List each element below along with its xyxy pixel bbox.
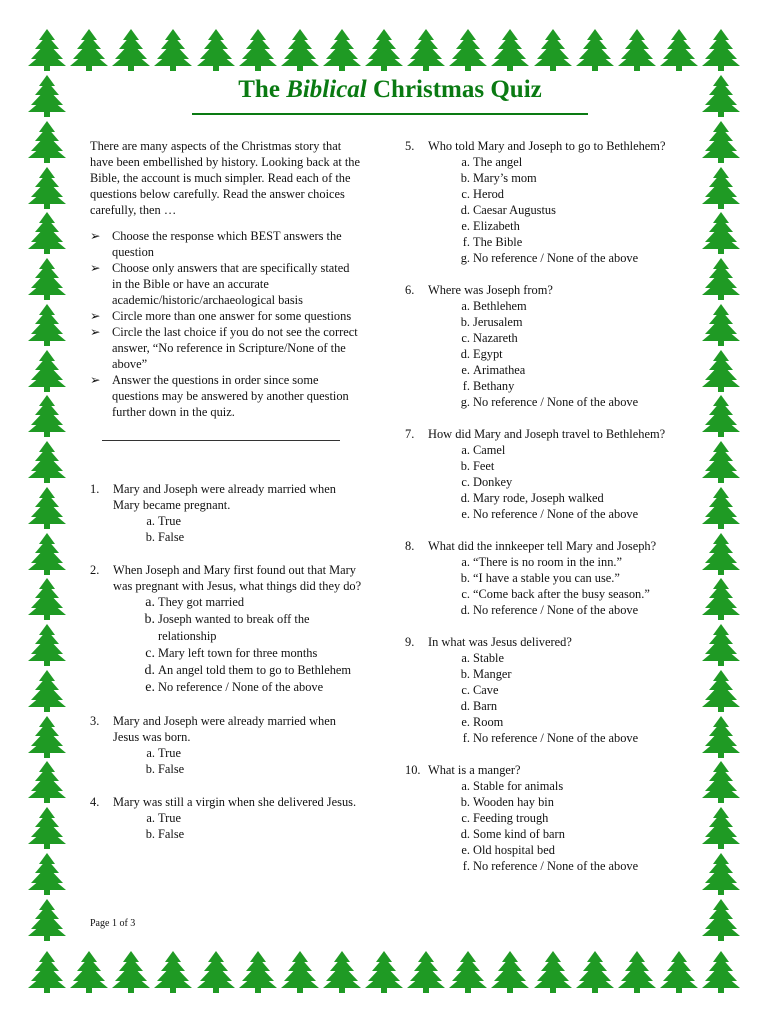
option-text: Jerusalem [473,315,523,329]
title-underline [192,113,588,115]
christmas-tree-icon [700,303,742,347]
option-text: Manger [473,667,512,681]
answer-option[interactable] [428,842,680,858]
option-text: Stable for animals [473,779,564,793]
christmas-tree-icon [700,257,742,301]
option-text: No reference / None of the above [473,251,639,265]
christmas-tree-icon [363,950,405,994]
option-letter: f. [462,859,470,873]
christmas-tree-icon [26,349,68,393]
option-letter: a. [145,595,155,610]
option-text: Feet [473,459,495,473]
option-text: True [158,746,181,760]
question-number: 4. [90,795,100,809]
option-letter: a. [146,746,155,760]
answer-option[interactable] [428,650,680,666]
instruction-item [90,372,362,420]
christmas-tree-icon [26,303,68,347]
option-letter: d. [460,347,470,361]
christmas-tree-icon [26,166,68,210]
answer-option[interactable] [428,394,680,410]
answer-option[interactable] [113,761,362,777]
christmas-tree-icon [405,950,447,994]
christmas-tree-icon [700,486,742,530]
option-letter: c. [461,187,470,201]
option-text: False [158,827,185,841]
christmas-tree-icon [68,950,110,994]
instruction-item [90,324,362,372]
christmas-tree-icon [700,28,742,72]
answer-option[interactable] [428,154,680,170]
option-text: Camel [473,443,506,457]
answer-option[interactable] [428,442,680,458]
question-8 [405,538,680,618]
christmas-tree-icon [574,28,616,72]
question-number: 1. [90,482,100,496]
christmas-tree-icon [26,852,68,896]
option-text: The angel [473,155,523,169]
option-letter: d. [460,203,470,217]
christmas-tree-icon [658,28,700,72]
question-text: Who told Mary and Joseph to go to Bethlehem? [428,139,666,153]
christmas-tree-icon [68,28,110,72]
question-5 [405,138,680,266]
answer-option[interactable] [428,858,680,874]
christmas-tree-icon [26,898,68,942]
option-text: No reference / None of the above [473,395,639,409]
christmas-tree-icon [574,950,616,994]
christmas-tree-icon [26,257,68,301]
answer-option[interactable] [428,506,680,522]
option-letter: e. [461,363,470,377]
option-text: “There is no room in the inn.” [473,555,622,569]
christmas-tree-icon [700,120,742,164]
answer-option[interactable] [428,730,680,746]
option-text: False [158,530,185,544]
option-text: Old hospital bed [473,843,555,857]
christmas-tree-icon [700,715,742,759]
christmas-tree-icon [195,28,237,72]
answer-option[interactable] [113,745,362,761]
christmas-tree-icon [26,577,68,621]
answer-option[interactable] [113,645,362,662]
question-text: In what was Jesus delivered? [428,635,572,649]
option-text: No reference / None of the above [158,680,324,694]
christmas-tree-icon [26,950,68,994]
option-letter: c. [461,331,470,345]
christmas-tree-icon [489,28,531,72]
instruction-list [90,228,362,420]
question-number: 2. [90,563,100,577]
option-text: Cave [473,683,499,697]
instruction-item [90,228,362,260]
border-bottom [26,950,742,994]
answer-option[interactable] [428,170,680,186]
christmas-tree-icon [700,211,742,255]
question-text: Where was Joseph from? [428,283,553,297]
answer-option[interactable] [428,330,680,346]
option-text: Joseph wanted to break off the relationship [158,612,310,643]
instruction-text: Answer the questions in order since some questions may be answered by another question further down in the quiz. [112,373,349,419]
option-text: No reference / None of the above [473,603,639,617]
question-10 [405,762,680,874]
answer-option[interactable] [428,682,680,698]
answer-option[interactable] [428,794,680,810]
answer-option[interactable] [113,594,362,611]
title-suffix: Christmas Quiz [366,76,542,103]
option-text: Nazareth [473,331,518,345]
christmas-tree-icon [279,950,321,994]
question-number: 8. [405,539,415,553]
christmas-tree-icon [700,669,742,713]
answer-option[interactable] [113,662,362,679]
option-letter: g. [460,395,470,409]
christmas-tree-icon [405,28,447,72]
answer-option[interactable] [428,234,680,250]
answer-option[interactable] [113,679,362,696]
option-letter: b. [460,171,470,185]
christmas-tree-icon [26,760,68,804]
christmas-tree-icon [26,715,68,759]
option-text: Barn [473,699,498,713]
answer-option[interactable] [428,714,680,730]
christmas-tree-icon [700,440,742,484]
christmas-tree-icon [700,394,742,438]
answer-option[interactable] [428,554,680,570]
christmas-tree-icon [700,852,742,896]
option-text: True [158,811,181,825]
christmas-tree-icon [152,950,194,994]
instruction-text: Circle the last choice if you do not see the correct answer, “No reference in Scripture/None of the above” [112,325,358,371]
christmas-tree-icon [26,532,68,576]
answer-option[interactable] [428,202,680,218]
option-letter: a. [146,514,155,528]
question-text: Mary was still a virgin when she delivered Jesus. [113,795,357,809]
christmas-tree-icon [447,950,489,994]
option-letter: e. [145,680,155,695]
christmas-tree-icon [26,623,68,667]
border-right [700,74,742,942]
option-text: Donkey [473,475,513,489]
option-letter: b. [460,667,470,681]
option-text: No reference / None of the above [473,507,639,521]
option-text: False [158,762,185,776]
option-letter: a. [461,555,470,569]
christmas-tree-icon [700,898,742,942]
option-letter: b. [460,315,470,329]
option-letter: b. [144,612,155,627]
christmas-tree-icon [26,211,68,255]
christmas-tree-icon [26,440,68,484]
option-text: Wooden hay bin [473,795,554,809]
option-letter: d. [460,603,470,617]
question-text: How did Mary and Joseph travel to Bethlehem? [428,427,666,441]
christmas-tree-icon [110,28,152,72]
instruction-item [90,260,362,308]
title-prefix: The [238,76,287,103]
christmas-tree-icon [26,74,68,118]
option-text: They got married [158,595,245,609]
intro-paragraph: There are many aspects of the Christmas story that have been embellished by history. Looking back at the Bible, the account is much simpler. Read each of the questions below carefully. Read the answer choices carefully, then … [90,139,360,217]
answer-option[interactable] [428,298,680,314]
option-letter: e. [461,715,470,729]
option-text: Room [473,715,504,729]
question-number: 7. [405,427,415,441]
instruction-text: Choose only answers that are specifically stated in the Bible or have an accurate academic/historic/archaeological basis [112,261,350,307]
option-text: Mary left town for three months [158,646,318,660]
option-letter: d. [460,827,470,841]
option-letter: a. [461,651,470,665]
christmas-tree-icon [700,950,742,994]
option-text: Arimathea [473,363,526,377]
option-letter: d. [460,491,470,505]
page-footer: Page 1 of 3 [90,918,136,929]
christmas-tree-icon [700,577,742,621]
christmas-tree-icon [700,74,742,118]
instruction-text: Circle more than one answer for some questions [112,309,352,323]
option-letter: a. [461,443,470,457]
answer-option[interactable] [428,346,680,362]
option-letter: b. [145,827,155,841]
christmas-tree-icon [26,120,68,164]
christmas-tree-icon [532,28,574,72]
option-letter: a. [461,155,470,169]
question-6 [405,282,680,410]
option-letter: a. [146,811,155,825]
option-letter: b. [460,795,470,809]
question-text: Mary and Joseph were already married when Mary became pregnant. [113,482,336,512]
christmas-tree-icon [616,28,658,72]
option-text: Bethany [473,379,515,393]
option-letter: b. [145,530,155,544]
option-text: An angel told them to go to Bethlehem [158,663,352,677]
answer-option[interactable] [428,586,680,602]
christmas-tree-icon [700,806,742,850]
christmas-tree-icon [658,950,700,994]
option-letter: f. [462,379,470,393]
option-letter: b. [460,571,470,585]
christmas-tree-icon [237,28,279,72]
christmas-tree-icon [700,166,742,210]
page-title [192,76,588,104]
christmas-tree-icon [700,532,742,576]
christmas-tree-icon [26,669,68,713]
option-text: Mary rode, Joseph walked [473,491,604,505]
border-left [26,74,68,942]
question-7 [405,426,680,522]
christmas-tree-icon [237,950,279,994]
instruction-item [90,308,362,324]
question-text: When Joseph and Mary first found out that Mary was pregnant with Jesus, what things did they do? [113,563,362,593]
option-text: “I have a stable you can use.” [473,571,620,585]
question-text: What is a manger? [428,763,521,777]
option-letter: c. [461,587,470,601]
option-text: Some kind of barn [473,827,565,841]
questions-left [90,481,362,842]
answer-option[interactable] [428,698,680,714]
option-letter: e. [461,219,470,233]
option-letter: b. [460,459,470,473]
answer-option[interactable] [428,314,680,330]
option-text: Bethlehem [473,299,527,313]
answer-option[interactable] [428,826,680,842]
left-column [90,138,362,842]
christmas-tree-icon [26,486,68,530]
answer-option[interactable] [428,218,680,234]
option-text: Stable [473,651,504,665]
arrow-bullet-icon: ➢ [90,309,101,323]
question-number: 3. [90,714,100,728]
christmas-tree-icon [26,806,68,850]
answer-option[interactable] [113,810,362,826]
option-text: Egypt [473,347,503,361]
border-top [26,28,742,72]
answer-option[interactable] [428,378,680,394]
right-column [405,138,680,874]
christmas-tree-icon [447,28,489,72]
christmas-tree-icon [321,28,363,72]
option-letter: f. [462,731,470,745]
christmas-tree-icon [700,760,742,804]
arrow-bullet-icon: ➢ [90,229,101,243]
option-letter: e. [461,507,470,521]
answer-option[interactable] [428,362,680,378]
christmas-tree-icon [363,28,405,72]
answer-option[interactable] [428,570,680,586]
answer-option[interactable] [428,602,680,618]
christmas-tree-icon [152,28,194,72]
option-letter: e. [461,843,470,857]
christmas-tree-icon [700,349,742,393]
christmas-tree-icon [26,28,68,72]
option-text: Feeding trough [473,811,549,825]
question-3 [90,713,362,777]
option-text: “Come back after the busy season.” [473,587,650,601]
question-number: 9. [405,635,415,649]
answer-option[interactable] [113,513,362,529]
option-letter: c. [145,646,155,661]
question-4 [90,794,362,842]
option-text: True [158,514,181,528]
option-text: Herod [473,187,504,201]
answer-option[interactable] [113,611,362,645]
christmas-tree-icon [532,950,574,994]
christmas-tree-icon [110,950,152,994]
option-letter: a. [461,299,470,313]
option-text: Mary’s mom [473,171,537,185]
option-letter: f. [462,235,470,249]
answer-option[interactable] [113,826,362,842]
option-letter: d. [144,663,155,678]
option-letter: c. [461,811,470,825]
question-9 [405,634,680,746]
arrow-bullet-icon: ➢ [90,373,101,387]
instruction-text: Choose the response which BEST answers the question [112,229,342,259]
option-text: No reference / None of the above [473,859,639,873]
answer-option[interactable] [428,458,680,474]
option-letter: c. [461,475,470,489]
answer-option[interactable] [428,778,680,794]
section-divider [102,440,340,441]
option-letter: d. [460,699,470,713]
question-text: What did the innkeeper tell Mary and Joseph? [428,539,657,553]
option-letter: a. [461,779,470,793]
answer-option[interactable] [428,666,680,682]
option-letter: g. [460,251,470,265]
answer-option[interactable] [428,474,680,490]
christmas-tree-icon [321,950,363,994]
answer-option[interactable] [113,529,362,545]
christmas-tree-icon [489,950,531,994]
question-number: 5. [405,139,415,153]
option-text: No reference / None of the above [473,731,639,745]
christmas-tree-icon [26,394,68,438]
arrow-bullet-icon: ➢ [90,261,101,275]
option-text: Caesar Augustus [473,203,556,217]
title-italic: Biblical [286,76,367,103]
answer-option[interactable] [428,186,680,202]
question-number: 10. [405,763,421,777]
option-letter: c. [461,683,470,697]
question-text: Mary and Joseph were already married when Jesus was born. [113,714,336,744]
christmas-tree-icon [279,28,321,72]
option-text: Elizabeth [473,219,520,233]
question-1 [90,481,362,545]
christmas-tree-icon [195,950,237,994]
answer-option[interactable] [428,490,680,506]
christmas-tree-icon [616,950,658,994]
option-text: The Bible [473,235,523,249]
arrow-bullet-icon: ➢ [90,325,101,339]
christmas-tree-icon [700,623,742,667]
question-number: 6. [405,283,415,297]
answer-option[interactable] [428,250,680,266]
option-letter: b. [145,762,155,776]
answer-option[interactable] [428,810,680,826]
question-2 [90,562,362,696]
